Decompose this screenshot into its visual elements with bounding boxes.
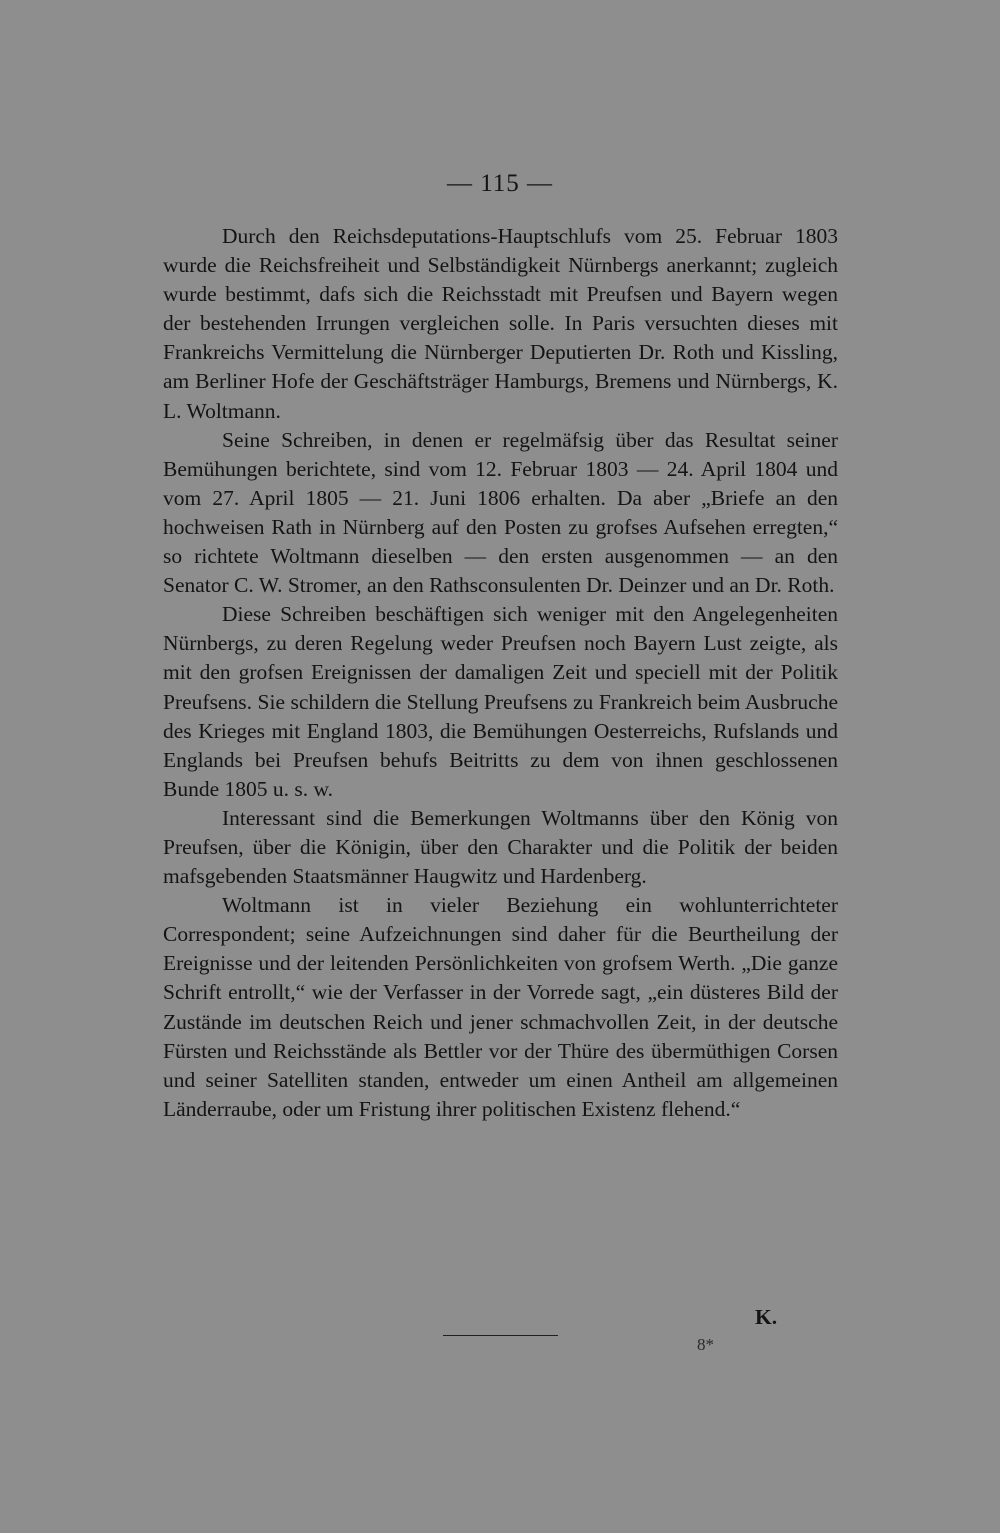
paragraph-3: Diese Schreiben beschäftigen sich weniger mit den Angelegenheiten Nürnbergs, zu deren Regelung weder Preufsen noch Bayern Lust zeigte, als mit den grofsen Ereignissen der damaligen Zeit und speciell mit der Politik Preufsens. Sie schildern die Stellung Preufsens zu Frankreich beim Ausbruche des Krieges mit England 1803, die Bemühungen Oesterreichs, Rufslands und Englands bei Preufsen behufs Beitritts zu dem von ihnen geschlossenen Bunde 1805 u. s. w. — [163, 602, 838, 801]
paragraph-1: Durch den Reichsdeputations-Hauptschlufs vom 25. Februar 1803 wurde die Reichsfreiheit und Selbständigkeit Nürnbergs anerkannt; zugleich wurde bestimmt, dafs sich die Reichsstadt mit Preufsen und Bayern wegen der bestehenden Irrungen vergleichen solle. In Paris versuchten dieses mit Frankreichs Vermittelung die Nürnberger Deputierten Dr. Roth und Kissling, am Berliner Hofe der Geschäftsträger Hamburgs, Bremens und Nürnbergs, K. L. Woltmann. — [163, 224, 838, 423]
page-number: — 115 — — [446, 170, 554, 197]
sheet-signature-mark: 8* — [697, 1335, 714, 1354]
paragraph-2: Seine Schreiben, in denen er regelmäfsig über das Resultat seiner Bemühungen berichtete, sind vom 12. Februar 1803 — 24. April 1804 und vom 27. April 1805 — 21. Juni 1806 erhalten. Da aber „Briefe an den hochweisen Rath in Nürnberg auf den Posten zu grofses Aufsehen erregten,“ so richtete Woltmann dieselben — den ersten ausgenommen — an den Senator C. W. Stromer, an den Rathsconsulenten Dr. Deinzer und an Dr. Roth. — [163, 427, 838, 598]
footer-rule — [443, 1335, 558, 1336]
paragraph-5: Woltmann ist in vieler Beziehung ein wohlunterrichteter Correspondent; seine Aufzeichnungen sind daher für die Beurtheilung der Ereignisse und der leitenden Persönlichkeiten von grofsem Werth. „Die ganze Schrift entrollt,“ wie der Verfasser in der Vorrede sagt, „ein düsteres Bild der Zustände im deutschen Reich und jener schmachvollen Zeit, in der deutsche Fürsten und Reichsstände als Bettler vor der Thüre des übermüthigen Corsen und seiner Satelliten standen, entweder um einen Antheil am allgemeinen Länderraube, oder um Fristung ihrer politischen Existenz flehend.“ — [163, 893, 838, 1121]
body-text — [163, 222, 838, 1124]
author-signature: K. — [755, 1305, 778, 1329]
paragraph-4: Interessant sind die Bemerkungen Woltmanns über den König von Preufsen, über die Königin, über den Charakter und die Politik der beiden mafsgebenden Staatsmänner Haugwitz und Hardenberg. — [163, 805, 838, 889]
